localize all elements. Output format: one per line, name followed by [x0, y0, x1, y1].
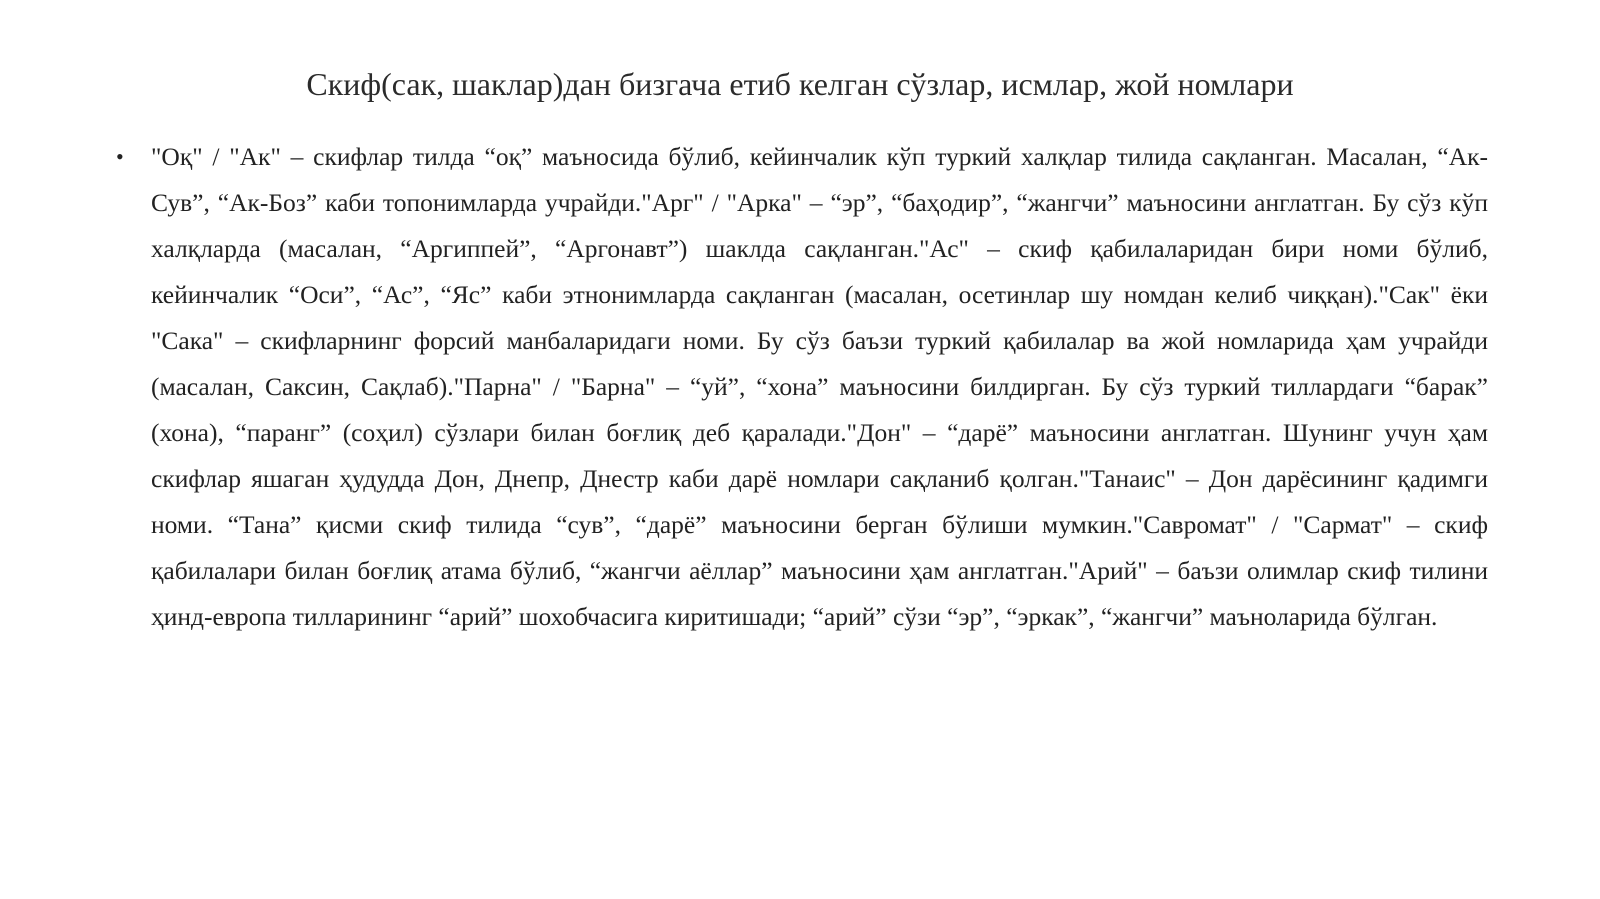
bullet-marker: • — [116, 144, 124, 169]
bullet-text: "Оқ" / "Ак" – скифлар тилда “оқ” маъносида бўлиб, кейинчалик кўп туркий халқлар тилида сақланган. Масалан, “Ак-Сув”, “Ак-Боз” каби топонимларда учрайди."Арг" / "Арка" – “эр”, “баҳодир”, “жангчи” маъносини англатган. Бу сўз кўп халқларда (масалан, “Аргиппей”, “Аргонавт”) шаклда сақланган."Ас" – скиф қабилаларидан бири номи бўлиб, кейинчалик “Оси”, “Ас”, “Яс” каби этнонимларда сақланган (масалан, осетинлар шу номдан келиб чиққан)."Сак" ёки "Сака" – скифларнинг форсий манбаларидаги номи. Бу сўз баъзи туркий қабилалар ва жой номларида ҳам учрайди (масалан, Саксин, Сақлаб)."Парна" / "Барна" – “уй”, “хона” маъносини билдирган. Бу сўз туркий тиллардаги “барак” (хона), “паранг” (соҳил) сўзлари билан боғлиқ деб қаралади."Дон" – “дарё” маъносини англатган. Шунинг учун ҳам скифлар яшаган ҳудудда Дон, Днепр, Днестр каби дарё номлари сақланиб қолган."Танаис" – Дон дарёсининг қадимги номи. “Тана” қисми скиф тилида “сув”, “дарё” маъносини берган бўлиши мумкин."Савромат" / "Сармат" – скиф қабилалари билан боғлиқ атама бўлиб, “жангчи аёллар” маъносини ҳам англатган."Арий" – баъзи олимлар скиф тилини ҳинд-европа тилларининг “арий” шохобчасига киритишади; “арий” сўзи “эр”, “эркак”, “жангчи” маъноларида бўлган. — [151, 142, 1488, 631]
bullet-list — [116, 134, 1488, 640]
list-item — [116, 134, 1488, 640]
slide-title: Скиф(сак, шаклар)дан бизгача етиб келган сўзлар, исмлар, жой номлари — [306, 66, 1294, 102]
